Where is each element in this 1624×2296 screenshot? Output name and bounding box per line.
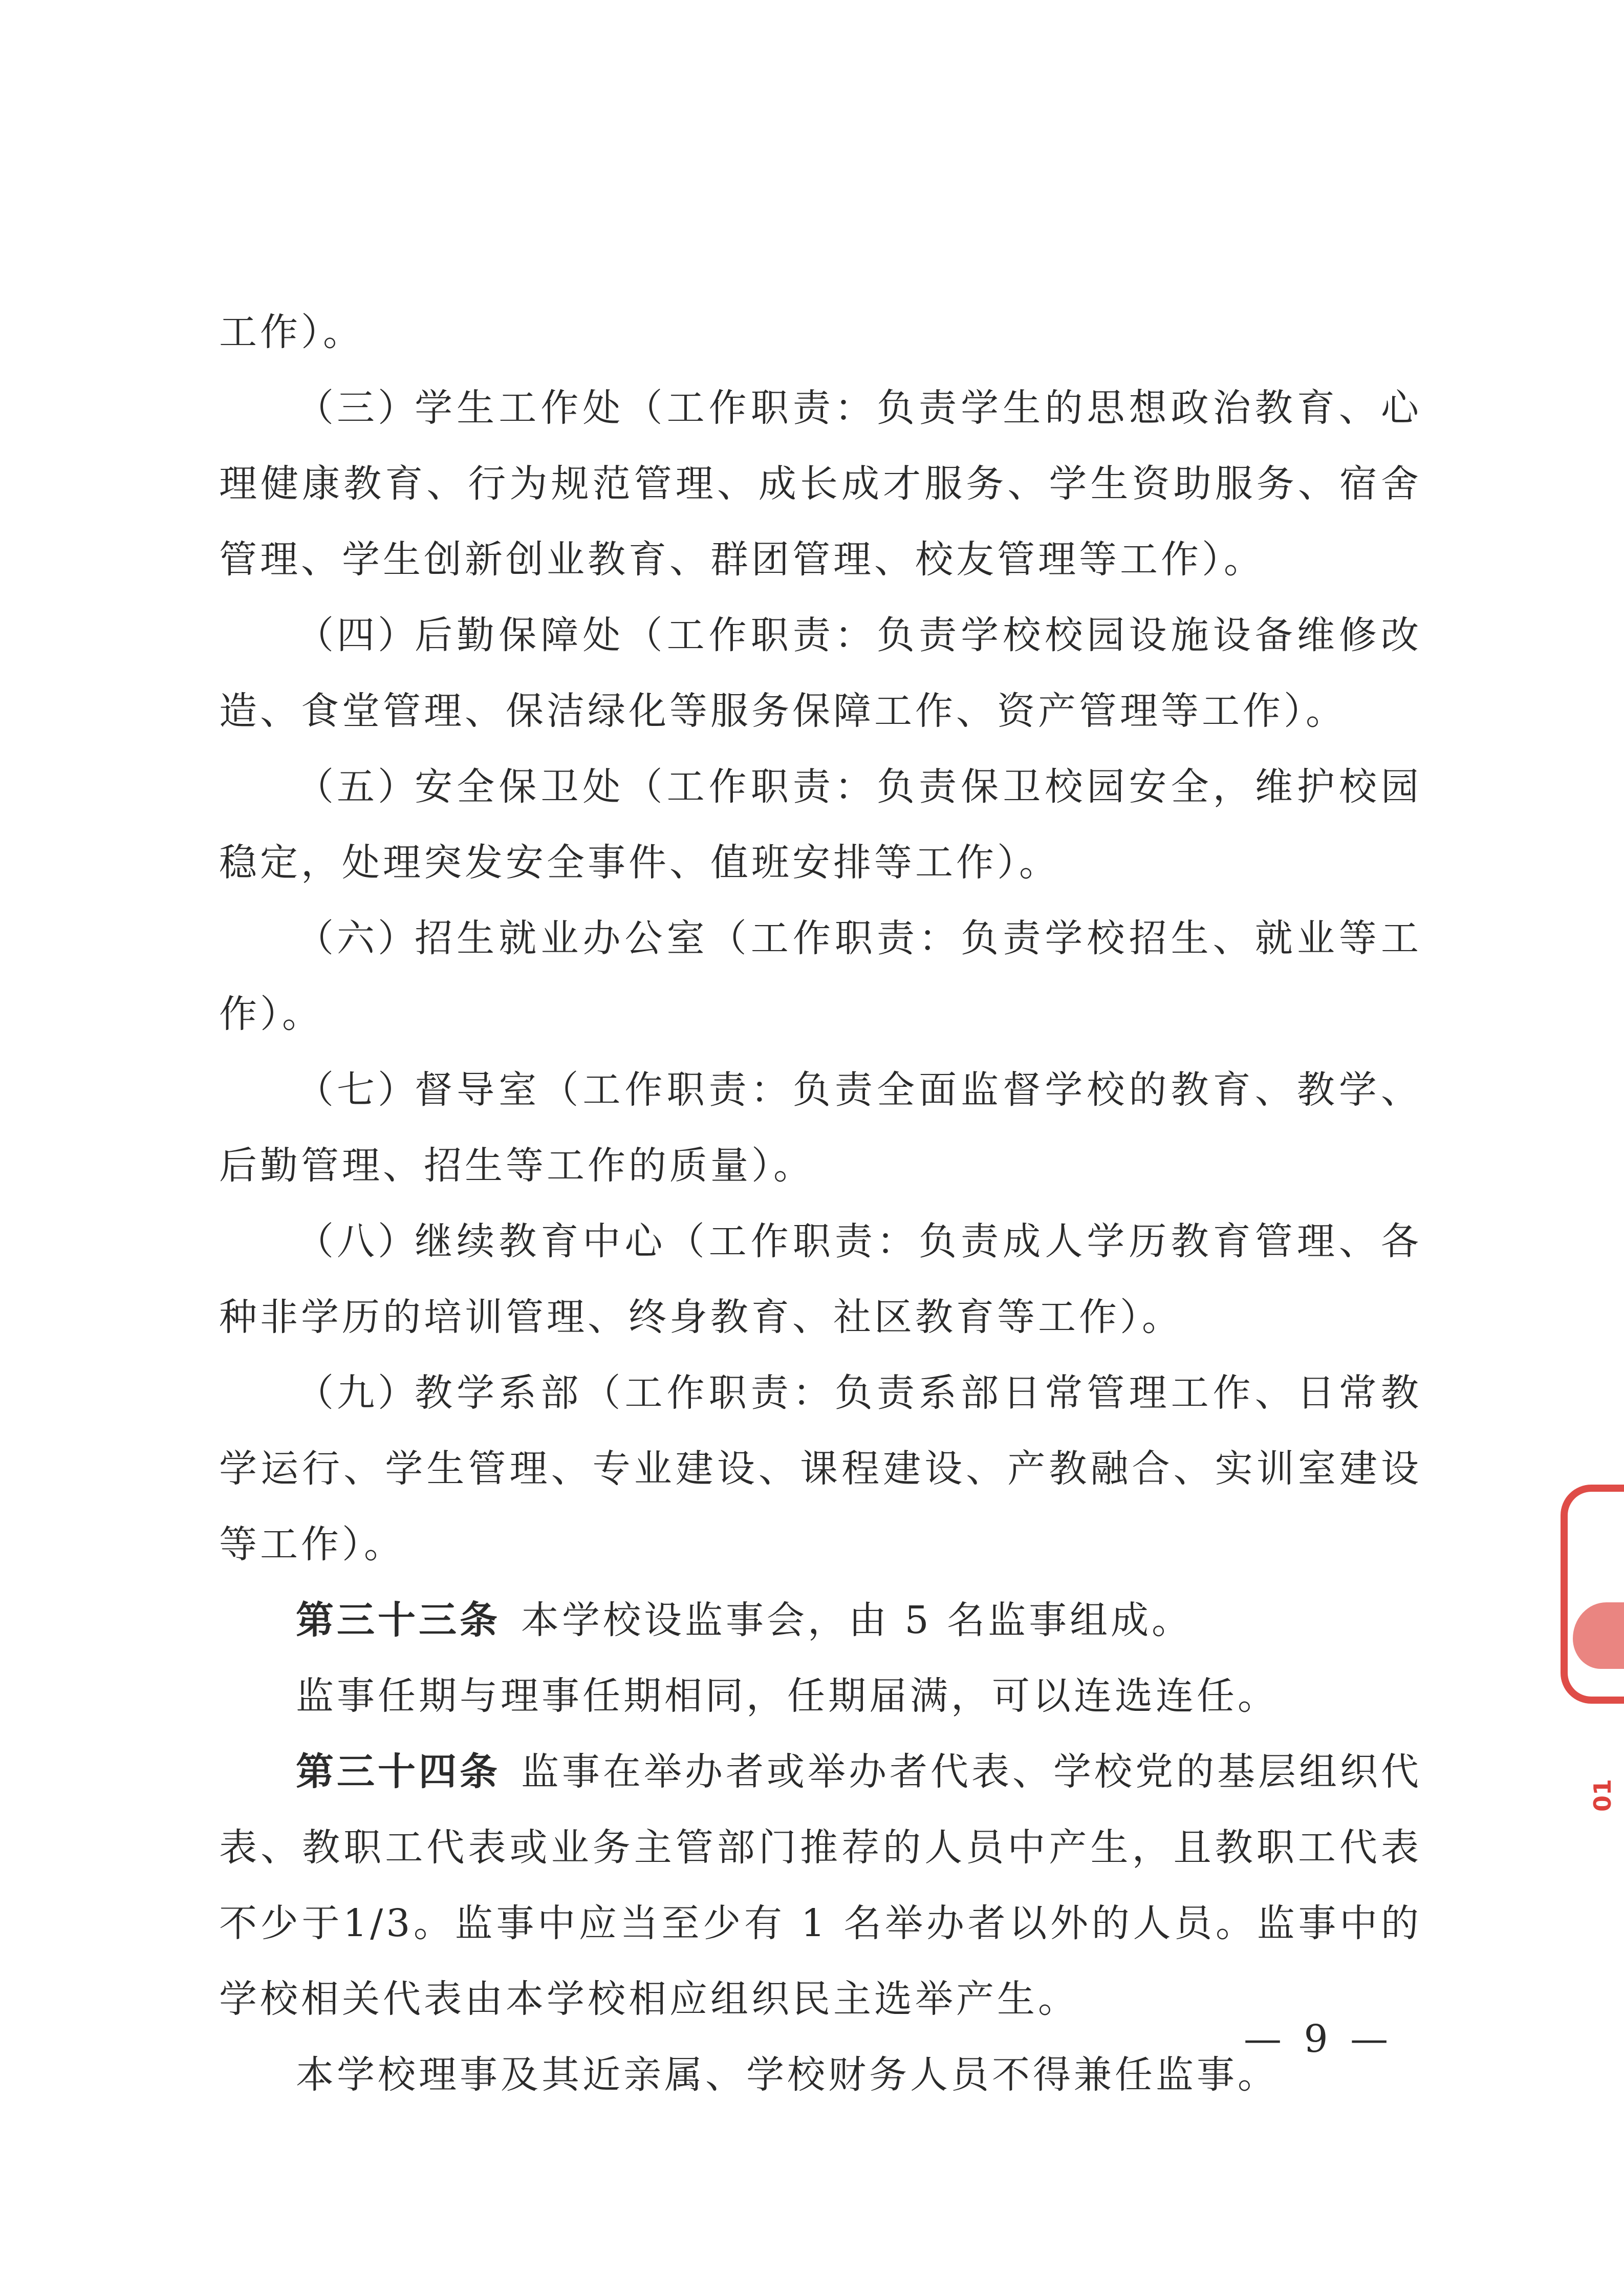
paragraph-item-7 bbox=[219, 1052, 1422, 1204]
item-number: （三） bbox=[296, 386, 419, 430]
page-number: — 9 — bbox=[1244, 2017, 1394, 2061]
paragraph-term bbox=[219, 1658, 1422, 1734]
paragraph-text: 监事任期与理事任期相同，任期届满，可以连选连任。 bbox=[296, 1674, 1279, 1718]
paragraph-continuation bbox=[219, 294, 1422, 370]
paragraph-item-4 bbox=[219, 597, 1422, 749]
paragraph-text: 继续教育中心（工作职责：负责成人学历教育管理、各种非学历的培训管理、终身教育、社区教育等工作）。 bbox=[219, 1219, 1422, 1339]
seal-outline bbox=[1561, 1485, 1624, 1704]
item-number: （八） bbox=[296, 1219, 419, 1263]
item-number: （六） bbox=[296, 916, 419, 960]
paragraph-text: 本学校理事及其近亲属、学校财务人员不得兼任监事。 bbox=[296, 2053, 1279, 2097]
paragraph-text: 招生就业办公室（工作职责：负责学校招生、就业等工作）。 bbox=[219, 916, 1422, 1036]
seal-number: 01 bbox=[1588, 1778, 1616, 1812]
body-text bbox=[219, 294, 1422, 2113]
official-seal-fragment bbox=[1568, 1485, 1624, 1874]
article-heading: 第三十三条 bbox=[296, 1598, 501, 1642]
paragraph-item-8 bbox=[219, 1204, 1422, 1355]
paragraph-text: 安全保卫处（工作职责：负责保卫校园安全，维护校园稳定，处理突发安全事件、值班安排等工作）。 bbox=[219, 765, 1422, 885]
paragraph-text: 监事在举办者或举办者代表、学校党的基层组织代表、教职工代表或业务主管部门推荐的人员中产生，且教职工代表不少于1/3。监事中应当至少有 1 名举办者以外的人员。监事中的学校相关代表由本学校相应组织民主选举产生。 bbox=[219, 1750, 1422, 2021]
paragraph-text: 督导室（工作职责：负责全面监督学校的教育、教学、后勤管理、招生等工作的质量）。 bbox=[219, 1068, 1422, 1188]
article-34 bbox=[219, 1734, 1422, 2037]
article-33 bbox=[219, 1582, 1422, 1658]
paragraph-restriction bbox=[219, 2037, 1422, 2113]
article-heading: 第三十四条 bbox=[296, 1750, 501, 1794]
paragraph-text: 工作）。 bbox=[219, 310, 364, 354]
paragraph-item-5 bbox=[219, 749, 1422, 900]
paragraph-item-3 bbox=[219, 370, 1422, 597]
paragraph-text: 本学校设监事会，由 5 名监事组成。 bbox=[521, 1598, 1193, 1642]
paragraph-item-6 bbox=[219, 900, 1422, 1052]
paragraph-text: 后勤保障处（工作职责：负责学校校园设施设备维修改造、食堂管理、保洁绿化等服务保障工作、资产管理等工作）。 bbox=[219, 613, 1422, 733]
item-number: （七） bbox=[296, 1068, 419, 1112]
paragraph-text: 教学系部（工作职责：负责系部日常管理工作、日常教学运行、学生管理、专业建设、课程建设、产教融合、实训室建设等工作）。 bbox=[219, 1371, 1422, 1567]
paragraph-text: 学生工作处（工作职责：负责学生的思想政治教育、心理健康教育、行为规范管理、成长成才服务、学生资助服务、宿舍管理、学生创新创业教育、群团管理、校友管理等工作）。 bbox=[219, 386, 1422, 582]
item-number: （四） bbox=[296, 613, 419, 657]
paragraph-item-9 bbox=[219, 1355, 1422, 1582]
item-number: （五） bbox=[296, 765, 419, 809]
item-number: （九） bbox=[296, 1371, 419, 1415]
